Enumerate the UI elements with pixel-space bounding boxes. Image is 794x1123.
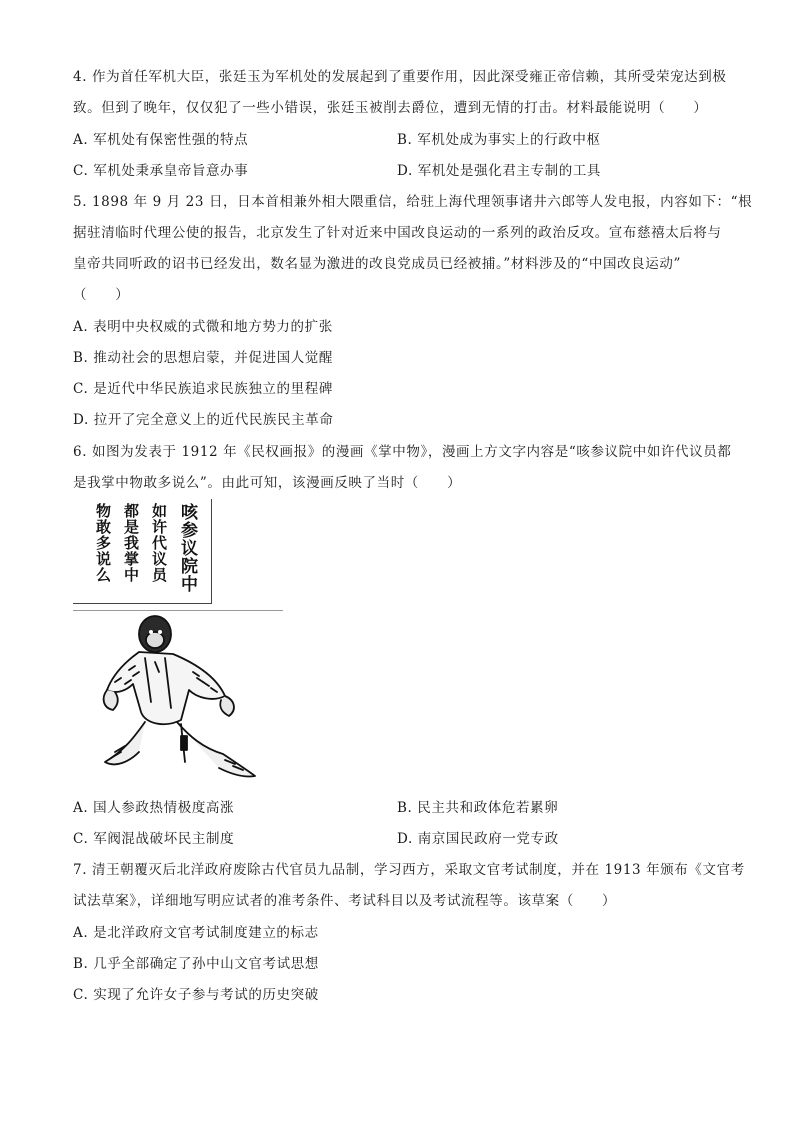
q4-option-b[interactable]: B. 军机处成为事实上的行政中枢 — [397, 132, 601, 148]
cartoon-figure-icon — [85, 612, 285, 787]
q4-stem-line-1: 4. 作为首任军机大臣，张廷玉为军机处的发展起到了重要作用，因此深受雍正帝信赖，其所受荣宠达到极 — [73, 69, 727, 85]
q6-option-d[interactable]: D. 南京国民政府一党专政 — [397, 831, 559, 847]
q7-stem-line-1: 7. 清王朝覆灭后北洋政府废除古代官员九品制，学习西方，采取文官考试制度，并在 1913 年颁布《文官考 — [73, 862, 745, 878]
calligraphy-column-4: 物敢多说么 — [94, 503, 112, 583]
q5-stem-line-2: 据驻清临时代理公使的报告，北京发生了针对近来中国改良运动的一系列的政治反攻。宣布慈禧太后将与 — [73, 225, 722, 241]
q6-stem-line-2: 是我掌中物敢多说么”。由此可知，该漫画反映了当时（ ） — [73, 475, 462, 491]
calligraphy-column-1: 咳参议院中 — [177, 503, 197, 593]
q4-stem-line-2: 致。但到了晚年，仅仅犯了一些小错误，张廷玉被削去爵位，遭到无情的打击。材料最能说明（ ） — [73, 100, 708, 116]
q6-option-c[interactable]: C. 军阀混战破坏民主制度 — [73, 831, 235, 847]
q5-option-b[interactable]: B. 推动社会的思想启蒙，并促进国人觉醒 — [73, 350, 334, 366]
q6-option-a[interactable]: A. 国人参政热情极度高涨 — [73, 800, 235, 816]
q4-option-a[interactable]: A. 军机处有保密性强的特点 — [73, 132, 249, 148]
q7-stem-line-2: 试法草案》，详细地写明应试者的准考条件、考试科目以及考试流程等。该草案（ ） — [73, 893, 617, 909]
figure-divider — [73, 610, 283, 611]
q7-option-b[interactable]: B. 几乎全部确定了孙中山文官考试思想 — [73, 956, 319, 972]
q7-option-c[interactable]: C. 实现了允许女子参与考试的历史突破 — [73, 987, 319, 1003]
q4-option-d[interactable]: D. 军机处是强化君主专制的工具 — [397, 163, 602, 179]
calligraphy-column-3: 都是我掌中 — [122, 503, 140, 583]
q5-option-d[interactable]: D. 拉开了完全意义上的近代民族民主革命 — [73, 412, 334, 428]
q7-option-a[interactable]: A. 是北洋政府文官考试制度建立的标志 — [73, 925, 319, 941]
q6-stem-line-1: 6. 如图为发表于 1912 年《民权画报》的漫画《掌中物》，漫画上方文字内容是“咳参议院中如许代议员都 — [73, 444, 732, 460]
q4-option-c[interactable]: C. 军机处秉承皇帝旨意办事 — [73, 163, 249, 179]
q5-option-c[interactable]: C. 是近代中华民族追求民族独立的里程碑 — [73, 381, 333, 397]
q5-stem-line-4: （ ） — [73, 287, 130, 303]
cartoon-calligraphy-panel — [73, 499, 212, 604]
cartoon-illustration — [85, 612, 285, 787]
calligraphy-column-2: 如许代议员 — [150, 503, 168, 583]
q5-stem-line-3: 皇帝共同听政的诏书已经发出，数名显为激进的改良党成员已经被捕。”材料涉及的“中国改良运动” — [73, 256, 681, 272]
q5-option-a[interactable]: A. 表明中央权威的式微和地方势力的扩张 — [73, 319, 333, 335]
q6-option-b[interactable]: B. 民主共和政体危若累卵 — [397, 800, 559, 816]
q5-stem-line-1: 5. 1898 年 9 月 23 日，日本首相兼外相大隈重信，给驻上海代理领事诸井六郎等人发电报，内容如下：“根 — [73, 194, 753, 210]
calligraphy-svg — [73, 499, 211, 603]
